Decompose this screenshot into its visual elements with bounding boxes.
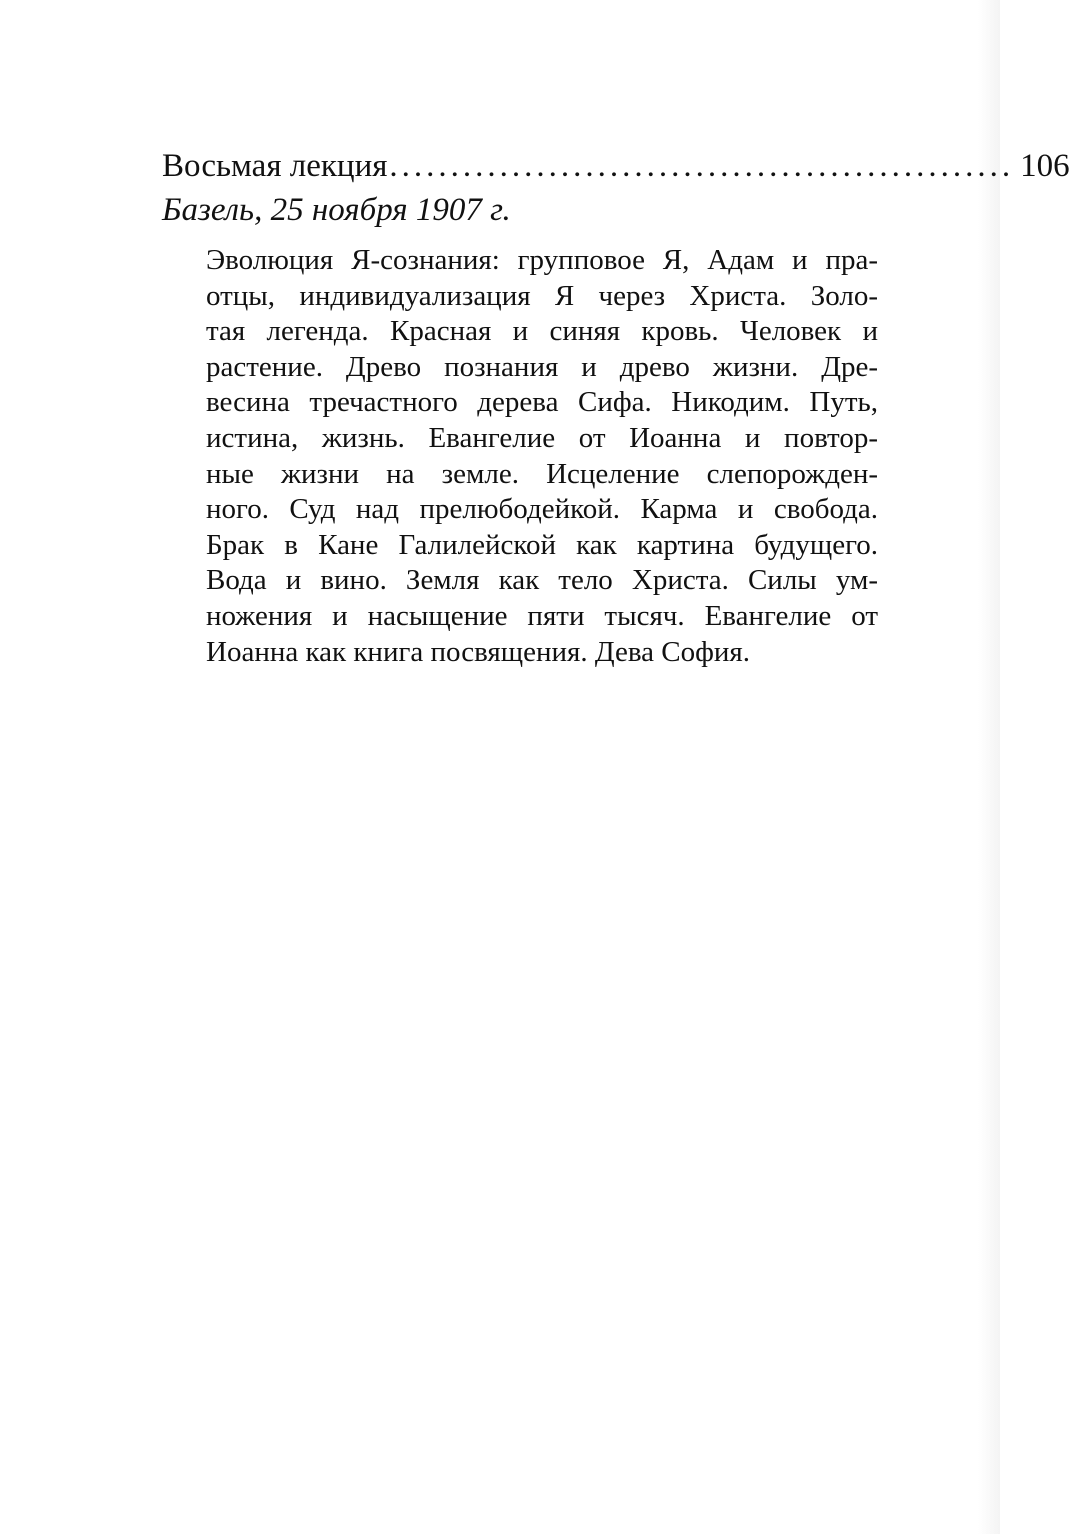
summary-line: Вода и вино. Земля как тело Христа. Силы ум-: [206, 564, 878, 597]
summary-line: отцы, индивидуализация Я через Христа. Золо-: [206, 279, 878, 312]
lecture-summary: [206, 243, 878, 670]
summary-line: весина тречастного дерева Сифа. Никодим. Путь,: [206, 386, 878, 419]
summary-line: истина, жизнь. Евангелие от Иоанна и повтор-: [206, 421, 878, 454]
summary-line: Брак в Кане Галилейской как картина будущего.: [206, 528, 878, 561]
summary-line: Иоанна как книга посвящения. Дева София.: [206, 635, 751, 668]
page-edge-shadow: [978, 0, 1000, 1534]
summary-line: тая легенда. Красная и синяя кровь. Человек и: [206, 315, 878, 348]
summary-line: растение. Древо познания и древо жизни. Дре-: [206, 350, 878, 383]
toc-heading-line: [162, 144, 1070, 188]
lecture-title[interactable]: Восьмая лекция: [162, 148, 388, 184]
toc-entry: [162, 144, 1070, 232]
summary-line: ного. Суд над прелюбодейкой. Карма и свобода.: [206, 493, 878, 526]
summary-line: ные жизни на земле. Исцеление слепорожден-: [206, 457, 878, 490]
dot-leader: ...................................................: [389, 148, 1015, 184]
summary-line: ножения и насыщение пяти тысяч. Евангелие от: [206, 599, 878, 632]
summary-line: Эволюция Я-сознания: групповое Я, Адам и пра-: [206, 244, 878, 276]
lecture-place-date: Базель, 25 ноября 1907 г.: [162, 192, 511, 228]
page-number[interactable]: 106: [1020, 148, 1070, 184]
